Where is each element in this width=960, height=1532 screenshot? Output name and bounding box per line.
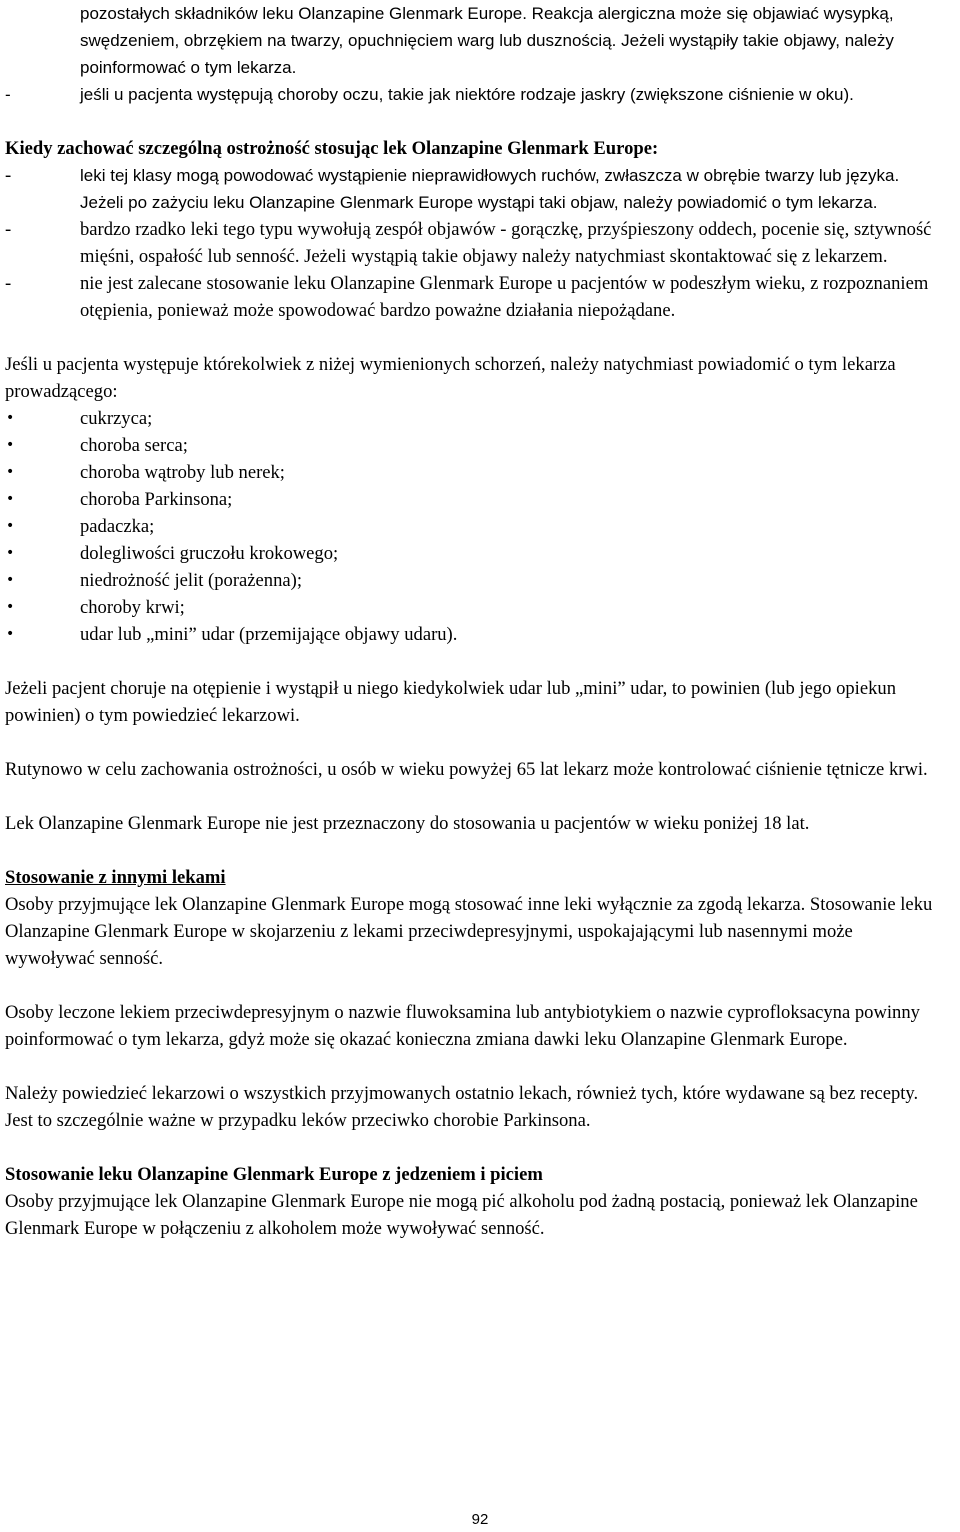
list-item bbox=[5, 513, 946, 540]
list-item bbox=[5, 594, 946, 621]
caution-item-2 bbox=[5, 216, 946, 270]
list-item-text: niedrożność jelit (porażenna); bbox=[80, 570, 302, 591]
caution-item-2-text-a: bardzo rzadko leki tego typu wywołują zespół objawów - gorączkę, przyśpieszony oddech, pocenie się, sztywność mięśni, ospałość lub senność. bbox=[80, 219, 932, 267]
list-item-text: padaczka; bbox=[80, 516, 155, 537]
caution-item-3 bbox=[5, 270, 946, 324]
page-number: 92 bbox=[471, 1511, 489, 1528]
bullet-icon: • bbox=[6, 599, 15, 615]
dash-marker: - bbox=[5, 219, 12, 240]
list-item-text: choroba wątroby lub nerek; bbox=[80, 462, 285, 483]
dementia-paragraph: Jeżeli pacjent choruje na otępienie i wystąpił u niego kiedykolwiek udar lub „mini” udar, to powinien (lub jego opiekun powinien) o tym powiedzieć lekarzowi. bbox=[5, 678, 896, 726]
list-item bbox=[5, 540, 946, 567]
list-item-text: cukrzyca; bbox=[80, 408, 153, 429]
list-item bbox=[5, 432, 946, 459]
caution-heading: Kiedy zachować szczególną ostrożność stosując lek Olanzapine Glenmark Europe: bbox=[5, 138, 659, 159]
list-item bbox=[5, 621, 946, 648]
list-item-text: udar lub „mini” udar (przemijające objawy udaru). bbox=[80, 624, 458, 645]
dash-marker: - bbox=[5, 165, 12, 186]
list-item bbox=[5, 567, 946, 594]
caution-item-1-text-b: Jeżeli po zażyciu leku Olanzapine Glenmark Europe wystąpi taki objaw, należy powiadomić o tym lekarza. bbox=[80, 193, 878, 212]
intro-eye-item bbox=[5, 81, 946, 108]
dash-marker: - bbox=[5, 85, 11, 104]
intro-eye-text: jeśli u pacjenta występują choroby oczu, takie jak niektóre rodzaje jaskry (zwiększone ciśnienie w oku). bbox=[80, 85, 854, 104]
other-drugs-p2: Osoby leczone lekiem przeciwdepresyjnym o nazwie fluwoksamina lub antybiotykiem o nazwie cyprofloksacyna powinny poinformować o tym lekarza, gdyż może się okazać konieczna zmiana dawki leku Olanzapine Glenmark Europe. bbox=[5, 1002, 920, 1050]
other-drugs-p3: Należy powiedzieć lekarzowi o wszystkich przyjmowanych ostatnio lekach, również tych, które wydawane są bez recepty. Jest to szczególnie ważne w przypadku leków przeciwko chorobie Parkinsona. bbox=[5, 1083, 919, 1131]
list-item bbox=[5, 405, 946, 432]
list-item-text: choroba Parkinsona; bbox=[80, 489, 233, 510]
bullet-icon: • bbox=[6, 410, 15, 426]
dash-marker: - bbox=[5, 273, 12, 294]
bullet-icon: • bbox=[6, 545, 15, 561]
conditions-list bbox=[5, 405, 946, 648]
conditions-intro: Jeśli u pacjenta występuje którekolwiek z niżej wymienionych schorzeń, należy natychmiast powiadomić o tym lekarza prowadzącego: bbox=[5, 354, 896, 402]
caution-item-1-text-a: leki tej klasy mogą powodować wystąpienie nieprawidłowych ruchów, zwłaszcza w obrębie twarzy lub języka. bbox=[80, 166, 900, 185]
list-item-text: dolegliwości gruczołu krokowego; bbox=[80, 543, 339, 564]
bullet-icon: • bbox=[6, 437, 15, 453]
list-item-text: choroby krwi; bbox=[80, 597, 185, 618]
other-drugs-p1: Osoby przyjmujące lek Olanzapine Glenmark Europe mogą stosować inne leki wyłącznie za zgodą lekarza. Stosowanie leku Olanzapine Glenmark Europe w skojarzeniu z lekami przeciwdepresyjnymi, uspokajającymi lub nasennymi może wywoływać senność. bbox=[5, 894, 933, 969]
intro-continuation: pozostałych składników leku Olanzapine Glenmark Europe. Reakcja alergiczna może się objawiać wysypką, swędzeniem, obrzękiem na twarzy, opuchnięciem warg lub dusznością. Jeżeli wystąpiły takie objawy, należy poinformować o tym lekarza. bbox=[80, 4, 894, 77]
list-item-text: choroba serca; bbox=[80, 435, 188, 456]
caution-item-1 bbox=[5, 162, 946, 216]
bullet-icon: • bbox=[6, 626, 15, 642]
food-drink-heading: Stosowanie leku Olanzapine Glenmark Europe z jedzeniem i piciem bbox=[5, 1164, 543, 1185]
bullet-icon: • bbox=[6, 572, 15, 588]
blood-pressure-paragraph: Rutynowo w celu zachowania ostrożności, u osób w wieku powyżej 65 lat lekarz może kontrolować ciśnienie tętnicze krwi. bbox=[5, 759, 928, 780]
bullet-icon: • bbox=[6, 464, 15, 480]
caution-item-2-text-b: Jeżeli wystąpią takie objawy należy natychmiast skontaktować się z lekarzem. bbox=[299, 246, 888, 267]
list-item bbox=[5, 486, 946, 513]
bullet-icon: • bbox=[6, 518, 15, 534]
caution-item-3-text-a: nie jest zalecane stosowanie leku Olanzapine Glenmark Europe u pacjentów w podeszłym wieku, z rozpoznaniem otępienia, ponieważ może spowodować bardzo poważne działania niepożądane. bbox=[80, 273, 929, 321]
food-drink-p1: Osoby przyjmujące lek Olanzapine Glenmark Europe nie mogą pić alkoholu pod żadną postacią, ponieważ lek Olanzapine Glenmark Europe w połączeniu z alkoholem może wywoływać senność. bbox=[5, 1191, 918, 1239]
other-drugs-heading: Stosowanie z innymi lekami bbox=[5, 867, 226, 888]
list-item bbox=[5, 459, 946, 486]
age-limit-paragraph: Lek Olanzapine Glenmark Europe nie jest przeznaczony do stosowania u pacjentów w wieku poniżej 18 lat. bbox=[5, 813, 810, 834]
bullet-icon: • bbox=[6, 491, 15, 507]
